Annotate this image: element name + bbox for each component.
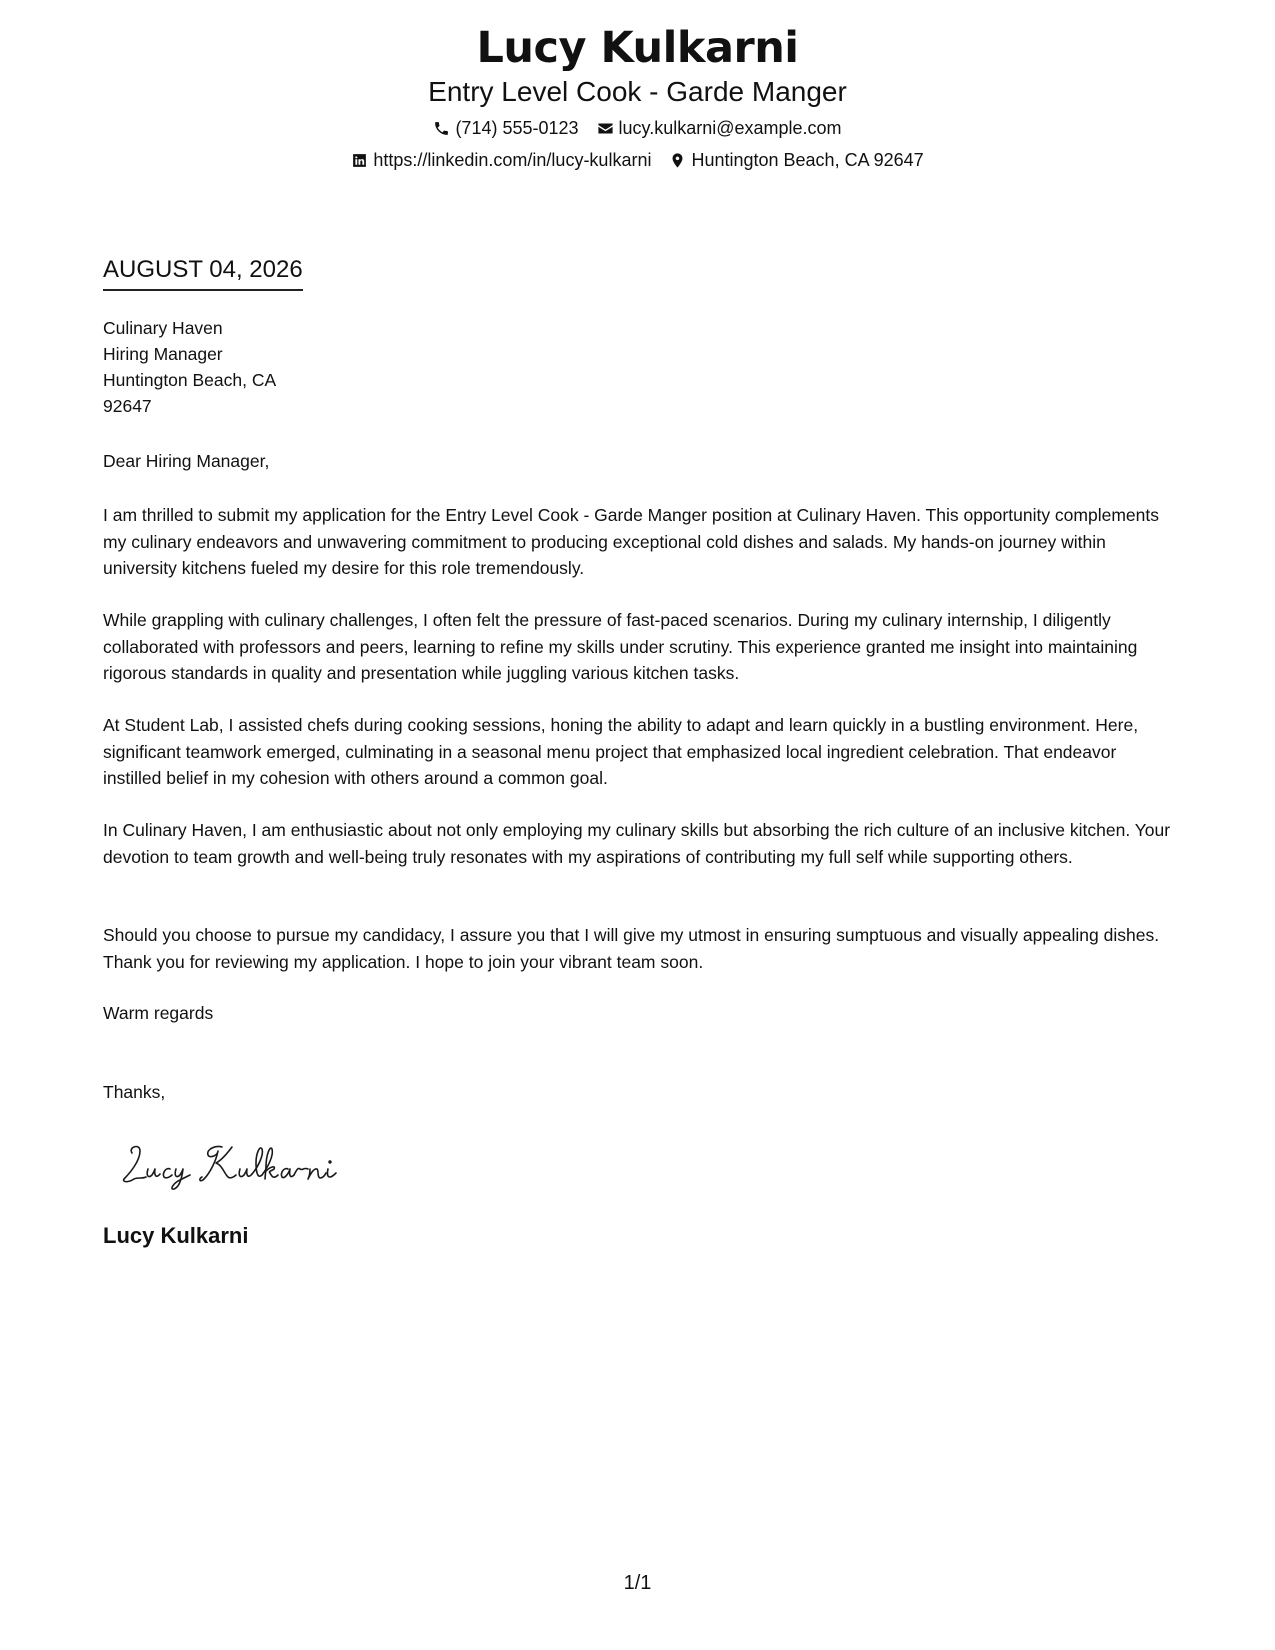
letter-header <box>0 22 1275 172</box>
page-number: 1/1 <box>623 1572 652 1594</box>
recipient-block <box>103 315 1173 419</box>
contact-row-primary <box>0 116 1275 140</box>
map-pin-icon <box>669 152 686 169</box>
phone-text: (714) 555-0123 <box>455 118 579 138</box>
envelope-icon <box>597 120 614 137</box>
linkedin-icon <box>351 152 368 169</box>
handwritten-signature <box>118 1133 358 1193</box>
paragraph-1: I am thrilled to submit my application for the Entry Level Cook - Garde Manger position at Culinary Haven. This opportunity complements my culinary endeavors and unwavering commitment to producing exceptional cold dishes and salads. My hands-on journey within university kitchens fueled my desire for this role tremendously. <box>103 505 1159 578</box>
contact-email[interactable] <box>597 116 842 140</box>
location-text: Huntington Beach, CA 92647 <box>691 150 924 170</box>
recipient-role: Hiring Manager <box>103 344 223 364</box>
greeting: Dear Hiring Manager, <box>103 451 270 471</box>
paragraph-3: At Student Lab, I assisted chefs during cooking sessions, honing the ability to adapt and learn quickly in a bustling environment. Here, significant teamwork emerged, culminating in a seasonal menu project that emphasized local ingredient celebration. That endeavor instilled belief in my cohesion with others around a common goal. <box>103 715 1139 788</box>
email-text[interactable]: lucy.kulkarni@example.com <box>618 118 842 138</box>
contact-location <box>669 148 923 172</box>
letter-date: AUGUST 04, 2026 <box>103 255 303 291</box>
recipient-company: Culinary Haven <box>103 318 223 338</box>
contact-row-secondary <box>0 148 1275 172</box>
job-title: Entry Level Cook - Garde Manger <box>428 76 847 107</box>
paragraph-2: While grappling with culinary challenges, I often felt the pressure of fast-paced scenarios. During my culinary internship, I diligently collaborated with professors and peers, learning to refine my skills under scrutiny. This experience granted me insight into maintaining rigorous standards in quality and presentation while juggling various kitchen tasks. <box>103 610 1138 683</box>
thanks: Thanks, <box>103 1082 166 1102</box>
applicant-name: Lucy Kulkarni <box>476 23 799 73</box>
paragraph-5: Should you choose to pursue my candidacy, I assure you that I will give my utmost in ensuring sumptuous and visually appealing dishes. Thank you for reviewing my application. I hope to join your vibrant team soon. <box>103 925 1160 972</box>
phone-icon <box>433 120 450 137</box>
recipient-city-state: Huntington Beach, CA <box>103 370 277 390</box>
closing: Warm regards <box>103 1003 214 1023</box>
linkedin-text[interactable]: https://linkedin.com/in/lucy-kulkarni <box>373 150 652 170</box>
signer-name: Lucy Kulkarni <box>103 1223 249 1248</box>
recipient-zip: 92647 <box>103 396 152 416</box>
contact-phone <box>433 116 578 140</box>
paragraph-4: In Culinary Haven, I am enthusiastic about not only employing my culinary skills but absorbing the rich culture of an inclusive kitchen. Your devotion to team growth and well-being truly resonates with my aspirations of contributing my full self while supporting others. <box>103 820 1171 867</box>
contact-linkedin[interactable] <box>351 148 651 172</box>
